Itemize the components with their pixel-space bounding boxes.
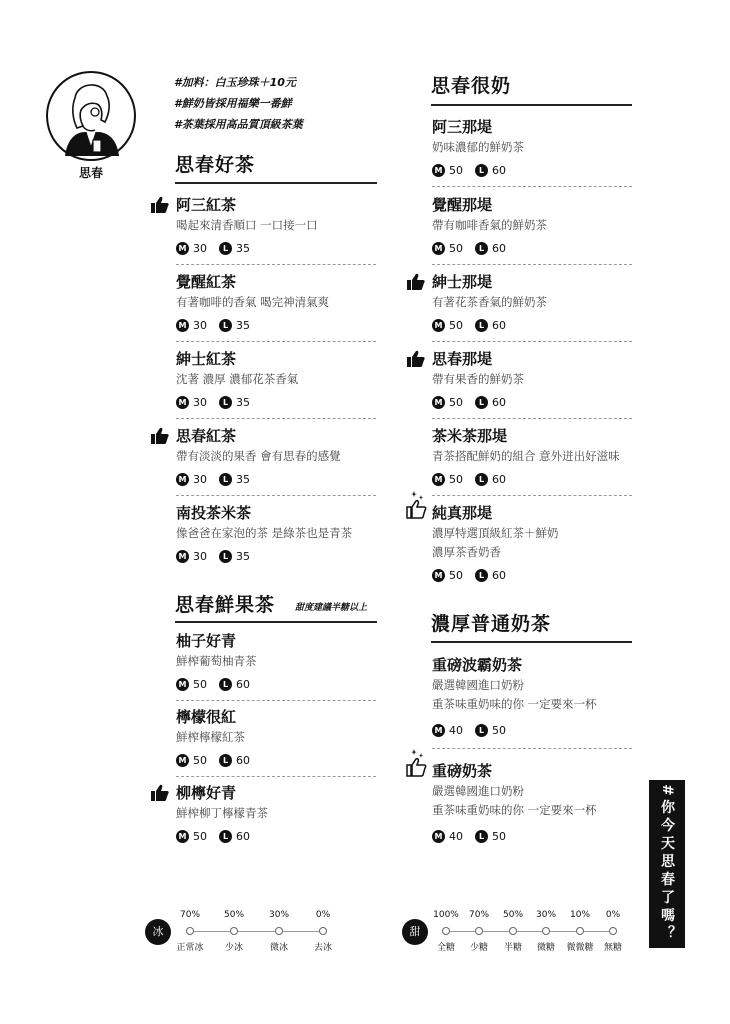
logo-portrait-icon (45, 70, 137, 162)
item-desc: 沈著 濃厚 濃郁花茶香氣 (176, 372, 299, 386)
menu-item[interactable] (176, 194, 381, 256)
price-m: 50 (449, 318, 463, 332)
item-desc: 濃厚茶香奶香 (432, 545, 501, 559)
menu-item[interactable] (432, 116, 637, 178)
menu-item[interactable] (176, 782, 381, 844)
size-m-icon: M (432, 242, 445, 255)
size-m-icon: M (432, 569, 445, 582)
item-name: 柳檸好青 (176, 784, 237, 802)
item-desc: 濃厚特選頂級紅茶＋鮮奶 (432, 526, 559, 540)
ice-level-dot (186, 927, 194, 935)
item-prices (432, 828, 637, 844)
item-prices (432, 240, 637, 256)
size-l-icon: L (475, 569, 488, 582)
sugar-level-label: 少糖 (469, 943, 489, 953)
item-name: 南投茶米茶 (176, 504, 252, 522)
ice-level-pct: 30% (268, 910, 290, 920)
price-l: 35 (236, 318, 250, 332)
item-prices (176, 828, 381, 844)
sugar-level-pct: 10% (569, 910, 591, 920)
size-m-icon: M (176, 754, 189, 767)
size-m-icon: M (176, 473, 189, 486)
item-desc: 重茶味重奶味的你 一定要來一杯 (432, 697, 597, 711)
menu-item[interactable] (176, 271, 381, 333)
size-m-icon: M (432, 724, 445, 737)
item-prices (176, 676, 381, 692)
item-desc: 嚴選韓國進口奶粉 (432, 784, 524, 798)
sugar-level-dot (542, 927, 550, 935)
section-note-fruit: 甜度建議半糖以上 (295, 603, 368, 613)
price-m: 50 (449, 163, 463, 177)
size-l-icon: L (219, 396, 232, 409)
note-tea-leaf: #茶葉採用高品質頂級茶葉 (174, 118, 303, 131)
price-l: 50 (492, 829, 506, 843)
divider (432, 341, 632, 342)
divider (432, 748, 632, 749)
divider (432, 186, 632, 187)
item-prices (176, 752, 381, 768)
section-rule-rich (431, 641, 632, 643)
sugar-level-dot (609, 927, 617, 935)
sugar-level-pct: 100% (433, 910, 459, 920)
sugar-level-pct: 70% (468, 910, 490, 920)
item-desc: 像爸爸在家泡的茶 是綠茶也是青茶 (176, 526, 353, 540)
section-title-fruit: 思春鮮果茶 (175, 594, 276, 616)
divider (176, 418, 376, 419)
item-name: 思春那堤 (432, 350, 493, 368)
menu-item[interactable] (432, 194, 637, 256)
brand-logo (45, 70, 137, 182)
size-m-icon: M (432, 473, 445, 486)
divider (176, 700, 376, 701)
sugar-icon: 甜 (402, 919, 428, 945)
size-l-icon: L (219, 830, 232, 843)
item-name: 紳士紅茶 (176, 350, 237, 368)
ice-level-pct: 70% (179, 910, 201, 920)
item-prices (432, 317, 637, 333)
item-name: 阿三那堤 (432, 118, 493, 136)
thumbs-up-icon (150, 426, 170, 446)
sparkle-thumbs-up-icon (404, 748, 428, 778)
item-desc: 喝起來清香順口 一口接一口 (176, 218, 318, 232)
price-m: 50 (449, 241, 463, 255)
price-m: 30 (193, 549, 207, 563)
ice-level-label: 微冰 (269, 943, 289, 953)
item-desc: 重茶味重奶味的你 一定要來一杯 (432, 803, 597, 817)
size-m-icon: M (432, 830, 445, 843)
ice-level-dot (230, 927, 238, 935)
price-l: 60 (492, 472, 506, 486)
item-prices (432, 567, 637, 583)
price-m: 50 (449, 472, 463, 486)
divider (176, 776, 376, 777)
size-l-icon: L (475, 830, 488, 843)
item-desc: 鮮榨葡萄柚青茶 (176, 654, 257, 668)
item-prices (176, 394, 381, 410)
menu-item[interactable] (176, 348, 381, 410)
price-m: 30 (193, 318, 207, 332)
item-name: 柚子好青 (176, 632, 237, 650)
menu-item[interactable] (432, 348, 637, 410)
price-m: 40 (449, 723, 463, 737)
note-topping: #加料：白玉珍珠＋10元 (174, 76, 296, 89)
thumbs-up-icon (150, 195, 170, 215)
size-l-icon: L (219, 473, 232, 486)
item-prices (432, 722, 637, 738)
menu-item[interactable] (432, 271, 637, 333)
item-desc: 帶有咖啡香氣的鮮奶茶 (432, 218, 547, 232)
sugar-level-dot (576, 927, 584, 935)
note-milk: #鮮奶皆採用福樂一番鮮 (174, 97, 292, 110)
price-m: 50 (193, 753, 207, 767)
price-l: 35 (236, 472, 250, 486)
item-name: 重磅奶茶 (432, 762, 493, 780)
size-m-icon: M (176, 830, 189, 843)
price-l: 60 (236, 677, 250, 691)
divider (176, 264, 376, 265)
section-rule-tea (175, 182, 377, 184)
price-l: 35 (236, 549, 250, 563)
item-desc: 有著花茶香氣的鮮奶茶 (432, 295, 547, 309)
divider (432, 418, 632, 419)
sugar-level-dot (442, 927, 450, 935)
size-l-icon: L (475, 396, 488, 409)
price-l: 60 (492, 568, 506, 582)
sugar-level-dot (475, 927, 483, 935)
item-name: 覺醒那堤 (432, 196, 493, 214)
size-m-icon: M (176, 550, 189, 563)
price-l: 35 (236, 241, 250, 255)
side-banner (649, 780, 685, 948)
sugar-level-label: 無糖 (603, 943, 623, 953)
size-m-icon: M (176, 396, 189, 409)
item-name: 檸檬很紅 (176, 708, 237, 726)
item-name: 純真那堤 (432, 504, 493, 522)
size-m-icon: M (432, 164, 445, 177)
sugar-level-pct: 0% (605, 910, 621, 920)
price-m: 50 (193, 677, 207, 691)
price-m: 30 (193, 395, 207, 409)
section-rule-fruit (175, 621, 377, 623)
ice-level-dot (275, 927, 283, 935)
size-l-icon: L (219, 678, 232, 691)
size-l-icon: L (219, 754, 232, 767)
menu-notes (174, 72, 303, 135)
sugar-level-pct: 30% (535, 910, 557, 920)
size-m-icon: M (432, 396, 445, 409)
price-m: 30 (193, 472, 207, 486)
size-l-icon: L (219, 319, 232, 332)
menu-item[interactable] (176, 706, 381, 768)
sugar-level-label: 微微糖 (566, 943, 594, 953)
size-l-icon: L (475, 473, 488, 486)
item-name: 茶米茶那堤 (432, 427, 508, 445)
item-prices (176, 548, 381, 564)
size-l-icon: L (219, 242, 232, 255)
ice-level-label: 少冰 (224, 943, 244, 953)
item-name: 思春紅茶 (176, 427, 237, 445)
item-desc: 有著咖啡的香氣 喝完神清氣爽 (176, 295, 330, 309)
size-m-icon: M (176, 678, 189, 691)
brand-name: 思春 (78, 166, 103, 180)
divider (432, 264, 632, 265)
menu-item[interactable] (432, 654, 637, 738)
size-l-icon: L (475, 724, 488, 737)
sugar-level-dot (509, 927, 517, 935)
size-m-icon: M (176, 319, 189, 332)
price-m: 50 (449, 395, 463, 409)
price-l: 50 (492, 723, 506, 737)
size-l-icon: L (475, 242, 488, 255)
divider (176, 341, 376, 342)
ice-icon: 冰 (145, 919, 171, 945)
thumbs-up-icon (406, 272, 426, 292)
size-l-icon: L (219, 550, 232, 563)
divider (432, 495, 632, 496)
item-name: 覺醒紅茶 (176, 273, 237, 291)
divider (176, 495, 376, 496)
sugar-level-label: 微糖 (536, 943, 556, 953)
section-title-rich: 濃厚普通奶茶 (431, 613, 552, 635)
price-m: 40 (449, 829, 463, 843)
sugar-level-pct: 50% (502, 910, 524, 920)
item-desc: 帶有果香的鮮奶茶 (432, 372, 524, 386)
menu-item[interactable] (176, 630, 381, 692)
item-name: 阿三紅茶 (176, 196, 237, 214)
sugar-scale-line (446, 931, 613, 932)
size-m-icon: M (176, 242, 189, 255)
ice-level-label: 正常冰 (176, 943, 204, 953)
menu-item[interactable] (176, 502, 381, 564)
price-l: 35 (236, 395, 250, 409)
section-title-tea: 思春好茶 (175, 154, 256, 176)
item-prices (176, 471, 381, 487)
sparkle-thumbs-up-icon (404, 490, 428, 520)
ice-level-pct: 50% (223, 910, 245, 920)
item-name: 重磅波霸奶茶 (432, 656, 523, 674)
item-prices (176, 317, 381, 333)
item-prices (432, 162, 637, 178)
sugar-level-label: 全糖 (436, 943, 456, 953)
section-rule-milk (431, 104, 632, 106)
side-banner-text: #你今天思春了嗎？ (659, 784, 675, 944)
item-desc: 帶有淡淡的果香 會有思春的感覺 (176, 449, 341, 463)
size-l-icon: L (475, 319, 488, 332)
price-l: 60 (492, 318, 506, 332)
item-prices (432, 394, 637, 410)
thumbs-up-icon (150, 783, 170, 803)
item-name: 紳士那堤 (432, 273, 493, 291)
item-desc: 奶味濃郁的鮮奶茶 (432, 140, 524, 154)
price-l: 60 (492, 241, 506, 255)
section-title-milk: 思春很奶 (431, 75, 512, 97)
price-m: 50 (193, 829, 207, 843)
ice-level-pct: 0% (315, 910, 331, 920)
ice-scale-line (190, 931, 324, 932)
price-l: 60 (236, 829, 250, 843)
menu-item[interactable] (176, 425, 381, 487)
ice-level-dot (319, 927, 327, 935)
menu-item[interactable] (432, 760, 637, 844)
sugar-level-label: 半糖 (503, 943, 523, 953)
menu-item[interactable] (432, 502, 637, 583)
item-prices (432, 471, 637, 487)
price-l: 60 (236, 753, 250, 767)
price-l: 60 (492, 163, 506, 177)
size-l-icon: L (475, 164, 488, 177)
price-m: 30 (193, 241, 207, 255)
price-l: 60 (492, 395, 506, 409)
item-desc: 嚴選韓國進口奶粉 (432, 678, 524, 692)
item-desc: 青茶搭配鮮奶的組合 意外迸出好滋味 (432, 449, 620, 463)
ice-level-label: 去冰 (313, 943, 333, 953)
item-desc: 鮮榨檸檬紅茶 (176, 730, 245, 744)
item-prices (176, 240, 381, 256)
size-m-icon: M (432, 319, 445, 332)
menu-item[interactable] (432, 425, 637, 487)
thumbs-up-icon (406, 349, 426, 369)
item-desc: 鮮榨柳丁檸檬青茶 (176, 806, 268, 820)
price-m: 50 (449, 568, 463, 582)
